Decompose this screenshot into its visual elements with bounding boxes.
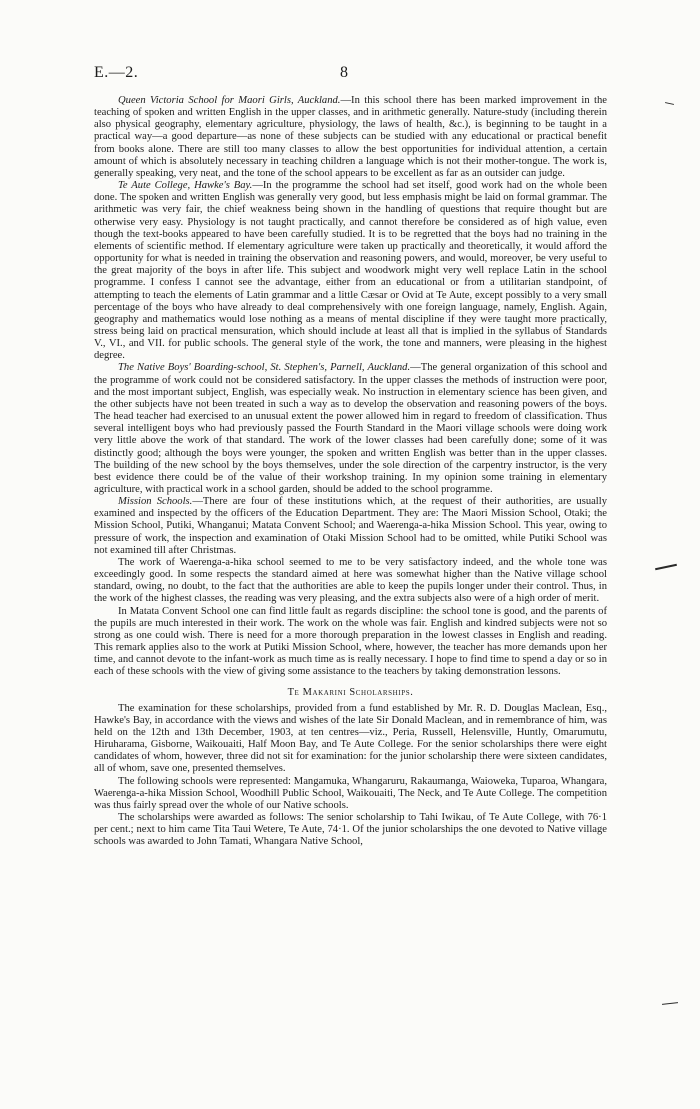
paragraph-text: —In the programme the school had set itself, good work had on the whole been done. The spoken and written English was generally very good, but less emphasis might be laid on formal grammar. The arithmetic was very fair, the chief weakness being shown in the handling of questions that require thought but are otherwise very easy. Physiology is not taught practically, and cannot therefore be considered as of high value, even though the text-books appeared to have been carefully studied. It is to be regretted that the boys had no training in the elements of scientific method. If elementary agriculture were taken up practically and theoretically, it would afford the opportunity for what is needed in training the observation and reasoning powers, and would, moreover, be very useful to the great majority of the boys in after life. This subject and woodwork might very well replace Latin in the school programme. I confess I cannot see the advantage, either from an educational or from a utilitarian standpoint, of attempting to teach the elements of Latin grammar and a little Cæsar or Ovid at Te Aute, except possibly to a very small percentage of the boys who have already to deal comprehensively with one foreign language, namely, English. Again, geography and mathematics would lose nothing as a means of mental discipline if they were taught more practically, stress being laid on practical mensuration, which should include at least all that is implied in the syllabus of Standards V., VI., and VII. for public schools. The general style of the work, the tone and manners, were pleasing in the highest degree. [94,180,608,362]
paragraph-title: Mission Schools. [118,496,193,508]
paragraph-text: —The general organization of this school and the programme of work could not be considered satisfactory. In the upper classes the methods of instruction were poor, and the most important subject, English, was especially weak. No instruction in elementary science has been given, and the other subjects have not been treated in such a way as to develop the observation and reasoning powers of the boys. The head teacher had exercised to an unusual extent the power allowed him in regard to freedom of classification. Thus several intelligent boys who had previously passed the Fourth Standard in the Maori village schools were doing work very little above the work of that standard. The work of the lower classes had been carefully done; some of it was distinctly good; although the boys were younger, the spoken and written English was better than in the upper classes. The building of the new school by the boys themselves, under the sole direction of the carpentry instructor, is the very best evidence there could be of the value of their workshop training. In my opinion some training in elementary agriculture, with practical work in a school garden, should be added to the school programme. [94,362,607,495]
paragraph-text: —In this school there has been marked improvement in the teaching of spoken and written English in the upper classes, and in arithmetic generally. Nature-study (including therein also physical geography, elementary agriculture, physiology, the laws of health, &c.), is beginning to be taught in a practical way—a good departure—as none of these subjects can be studied with any educational or practical benefit from books alone. There are still too many classes to allow the best opportunities for individual attention, a certain amount of which is absolutely necessary in teaching children a language which is not their mother-tongue. The work is, generally speaking, very neat, and the tone of the school appears to be excellent as far as an outsider can judge. [94,95,607,179]
parliamentary-paper-reference: E.—2. [94,64,139,81]
paragraph-text: —There are four of these institutions which, at the request of their authorities, are usually examined and inspected by the officers of the Education Department. They are: The Maori Mission School, Otaki; the Mission School, Putiki, Whanganui; Matata Convent School; and Waerenga-a-hika Mission School. This year, owing to pressure of work, the inspection and examination of Otaki Mission School had to be omitted, while Putiki School was not examined till after Christmas. [94,496,607,556]
paragraph [94,496,607,557]
paragraph-title: Te Aute College, Hawke's Bay. [118,180,253,192]
paragraph-text: In Matata Convent School one can find little fault as regards discipline: the school tone is good, and the parents of the pupils are much interested in their work. The work on the whole was fair. English and kindred subjects were not so strong as one could wish. There is need for a more thorough preparation in the lowest classes in English and reading. This remark applies also to the work at Putiki Mission School, where, however, the teacher has more demands upon her time, and cannot devote to the infant-work as much time as is really necessary. I hope to find time to spend a day or so in each of these schools with the view of giving some assistance to the teachers by taking demonstration lessons. [94,605,607,678]
page-number: 8 [340,64,348,81]
paragraph [94,362,607,496]
paragraph-title: Queen Victoria School for Maori Girls, Auckland. [118,95,341,106]
paragraph [94,776,607,812]
paragraph [94,557,607,606]
paragraph [94,703,607,776]
margin-mark [665,102,674,105]
margin-mark [655,564,677,571]
paragraph-title: The Native Boys' Boarding-school, St. Stephen's, Parnell, Auckland. [118,362,411,374]
page-header [94,64,606,86]
document-body [94,95,607,849]
paragraph [94,180,607,362]
margin-mark [662,1002,678,1005]
paragraph [94,812,607,848]
paragraph-text: The examination for these scholarships, provided from a fund established by Mr. R. D. Douglas Maclean, Esq., Hawke's Bay, in accordance with the views and wishes of the late Sir Donald Maclean, and in remembrance of him, was held on the 12th and 13th December, 1903, at ten centres—viz., Peria, Russell, Helensville, Huntly, Omarumutu, Hiruharama, Gisborne, Waikouaiti, Half Moon Bay, and Te Aute College. For the senior scholarships there were eight candidates of whom, however, three did not sit for examination: for the junior scholarship there were sixteen candidates, all of whom, save one, presented themselves. [94,702,607,775]
paragraph [94,606,607,679]
paragraph [94,95,607,180]
paragraph-text: The scholarships were awarded as follows: The senior scholarship to Tahi Iwikau, of Te Aute College, with 76·1 per cent.; next to him came Tita Taui Wetere, Te Aute, 74·1. Of the junior scholarships the one devoted to Native village schools was awarded to John Tamati, Whangara Native School, [94,812,607,848]
paragraph-text: The work of Waerenga-a-hika school seemed to me to be very satisfactory indeed, and the whole tone was exceedingly good. In some respects the standard aimed at here was somewhat higher than the Native village school standard, owing, no doubt, to the fact that the authorities are able to keep the pupils longer under their control. Thus, in the work of the highest classes, the reading was very pleasing, and the extra subjects also were of a high order of merit. [94,556,607,605]
paragraph-text: The following schools were represented: Mangamuka, Whangaruru, Rakaumanga, Waioweka, Tuparoa, Whangara, Waerenga-a-hika Mission School, Woodhill Public School, Waikouaiti, The Neck, and Te Aute College. The competition was thus fairly spread over the whole of our Native schools. [94,775,607,811]
section-heading: Te Makarini Scholarships. [287,686,414,698]
